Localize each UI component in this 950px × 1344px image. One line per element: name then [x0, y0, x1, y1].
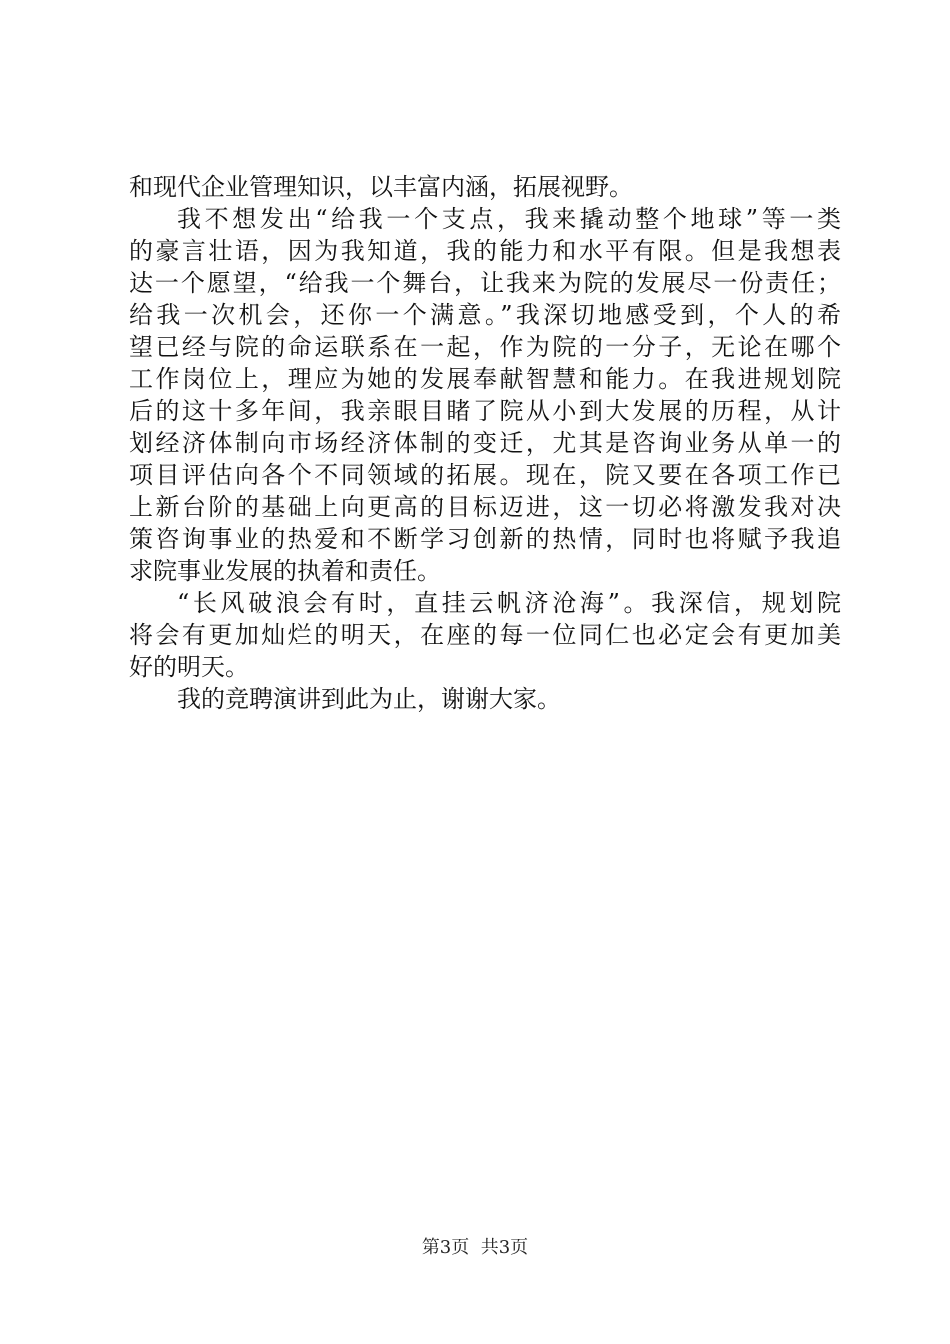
text-line: 划经济体制向市场经济体制的变迁，尤其是咨询业务从单一的	[129, 429, 841, 457]
text-line: 的豪言壮语，因为我知道，我的能力和水平有限。但是我想表	[129, 237, 841, 265]
text-line: 后的这十多年间，我亲眼目睹了院从小到大发展的历程，从计	[129, 397, 841, 425]
text-line: 上新台阶的基础上向更高的目标迈进，这一切必将激发我对决	[129, 493, 841, 521]
text-line: 工作岗位上，理应为她的发展奉献智慧和能力。在我进规划院	[129, 365, 841, 393]
page-number: 第3页 共3页	[421, 1237, 529, 1258]
text-line: 我不想发出“给我一个支点，我来撬动整个地球”等一类	[177, 205, 841, 233]
document-body	[129, 171, 841, 715]
text-line: 求院事业发展的执着和责任。	[129, 557, 441, 585]
text-line: 给我一次机会，还你一个满意。”我深切地感受到，个人的希	[129, 301, 841, 329]
text-line: “长风破浪会有时，直挂云帆济沧海”。我深信，规划院	[177, 589, 841, 617]
page-footer	[0, 1236, 950, 1260]
text-line: 将会有更加灿烂的明天，在座的每一位同仁也必定会有更加美	[129, 621, 841, 649]
text-line: 项目评估向各个不同领域的拓展。现在，院又要在各项工作已	[129, 461, 841, 489]
text-line: 我的竞聘演讲到此为止，谢谢大家。	[177, 685, 561, 713]
text-line: 策咨询事业的热爱和不断学习创新的热情，同时也将赋予我追	[129, 525, 841, 553]
text-line: 和现代企业管理知识，以丰富内涵，拓展视野。	[129, 173, 633, 201]
text-line: 好的明天。	[129, 653, 249, 681]
text-line: 达一个愿望，“给我一个舞台，让我来为院的发展尽一份责任；	[129, 269, 841, 297]
text-line: 望已经与院的命运联系在一起，作为院的一分子，无论在哪个	[129, 333, 841, 361]
